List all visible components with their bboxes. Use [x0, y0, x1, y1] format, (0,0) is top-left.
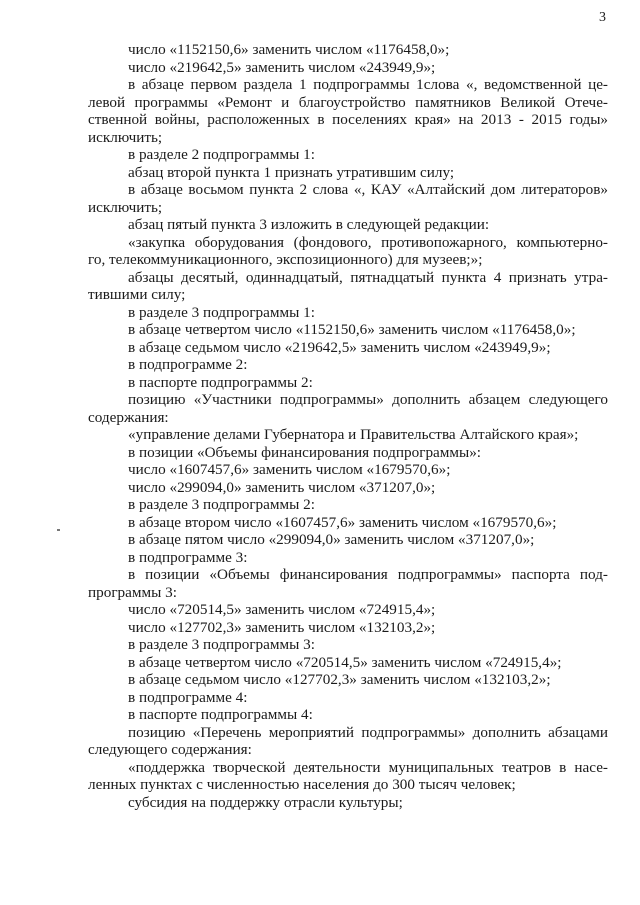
document-body — [88, 41, 608, 811]
text-line: позицию «Участники подпрограммы» дополнить абзацем следующего — [128, 391, 608, 408]
text-line: «управление делами Губернатора и Правительства Алтайского края»; — [128, 426, 579, 443]
text-line: в абзаце седьмом число «219642,5» заменить числом «243949,9»; — [128, 338, 551, 356]
text-line: тившими силу; — [88, 286, 186, 303]
text-line: содержания: — [88, 408, 169, 426]
margin-mark — [57, 529, 60, 531]
text-line: в подпрограмме 4: — [128, 688, 248, 706]
text-line: абзацы десятый, одиннадцатый, пятнадцатый пункта 4 признать утра- — [128, 268, 608, 286]
text-line: в подпрограмме 2: — [128, 356, 248, 373]
text-line: число «1607457,6» заменить числом «1679570,6»; — [128, 461, 451, 478]
text-line: ственной войны, расположенных в поселениях края» на 2013 - 2015 годы» — [88, 111, 608, 128]
text-line: в абзаце втором число «1607457,6» заменить числом «1679570,6»; — [128, 513, 557, 531]
text-line: в паспорте подпрограммы 4: — [128, 706, 313, 723]
text-line: следующего содержания: — [88, 741, 252, 758]
text-line: в позиции «Объемы финансирования подпрограммы»: — [128, 443, 482, 461]
text-line: в разделе 2 подпрограммы 1: — [128, 146, 315, 163]
text-line: «закупка оборудования (фондового, противопожарного, компьютерно- — [128, 233, 608, 251]
text-line: число «219642,5» заменить числом «243949,9»; — [128, 58, 436, 76]
text-line: в подпрограмме 3: — [128, 548, 248, 566]
text-line: число «720514,5» заменить числом «724915,4»; — [128, 601, 436, 618]
text-line: субсидия на поддержку отрасли культуры; — [128, 793, 403, 811]
text-line: число «299094,0» заменить числом «371207,0»; — [128, 478, 436, 496]
text-line: в абзаце седьмом число «127702,3» заменить числом «132103,2»; — [128, 671, 551, 688]
text-line: левой программы «Ремонт и благоустройство памятников Великой Отече- — [88, 93, 608, 111]
text-line: исключить; — [88, 198, 163, 216]
text-line: в разделе 3 подпрограммы 1: — [128, 303, 315, 321]
text-line: число «127702,3» заменить числом «132103,2»; — [128, 618, 436, 636]
text-line: в абзаце пятом число «299094,0» заменить числом «371207,0»; — [128, 531, 535, 548]
text-line: программы 3: — [88, 583, 177, 601]
text-line: в абзаце четвертом число «720514,5» заменить числом «724915,4»; — [128, 653, 562, 671]
text-line: ленных пунктах с численностью населения до 300 тысяч человек; — [88, 776, 516, 793]
text-line: число «1152150,6» заменить числом «1176458,0»; — [128, 41, 450, 58]
text-line: абзац второй пункта 1 признать утратившим силу; — [128, 163, 455, 181]
text-line: в разделе 3 подпрограммы 2: — [128, 496, 315, 513]
text-line: позицию «Перечень мероприятий подпрограммы» дополнить абзацами — [128, 723, 608, 741]
text-line: в абзаце четвертом число «1152150,6» заменить числом «1176458,0»; — [128, 321, 576, 338]
text-line: в абзаце первом раздела 1 подпрограммы 1слова «, ведомственной це- — [128, 76, 608, 93]
text-line: абзац пятый пункта 3 изложить в следующей редакции: — [128, 216, 490, 233]
text-line: «поддержка творческой деятельности муниципальных театров в насе- — [128, 758, 608, 776]
text-line: в паспорте подпрограммы 2: — [128, 373, 313, 391]
text-line: исключить; — [88, 128, 163, 146]
page-number: 3 — [599, 10, 606, 25]
text-line: в абзаце восьмом пункта 2 слова «, КАУ «Алтайский дом литераторов» — [128, 181, 608, 198]
text-line: в позиции «Объемы финансирования подпрограммы» паспорта под- — [128, 566, 608, 583]
text-line: го, телекоммуникационного, экспозиционного) для музеев;»; — [88, 251, 483, 268]
text-line: в разделе 3 подпрограммы 3: — [128, 636, 315, 653]
